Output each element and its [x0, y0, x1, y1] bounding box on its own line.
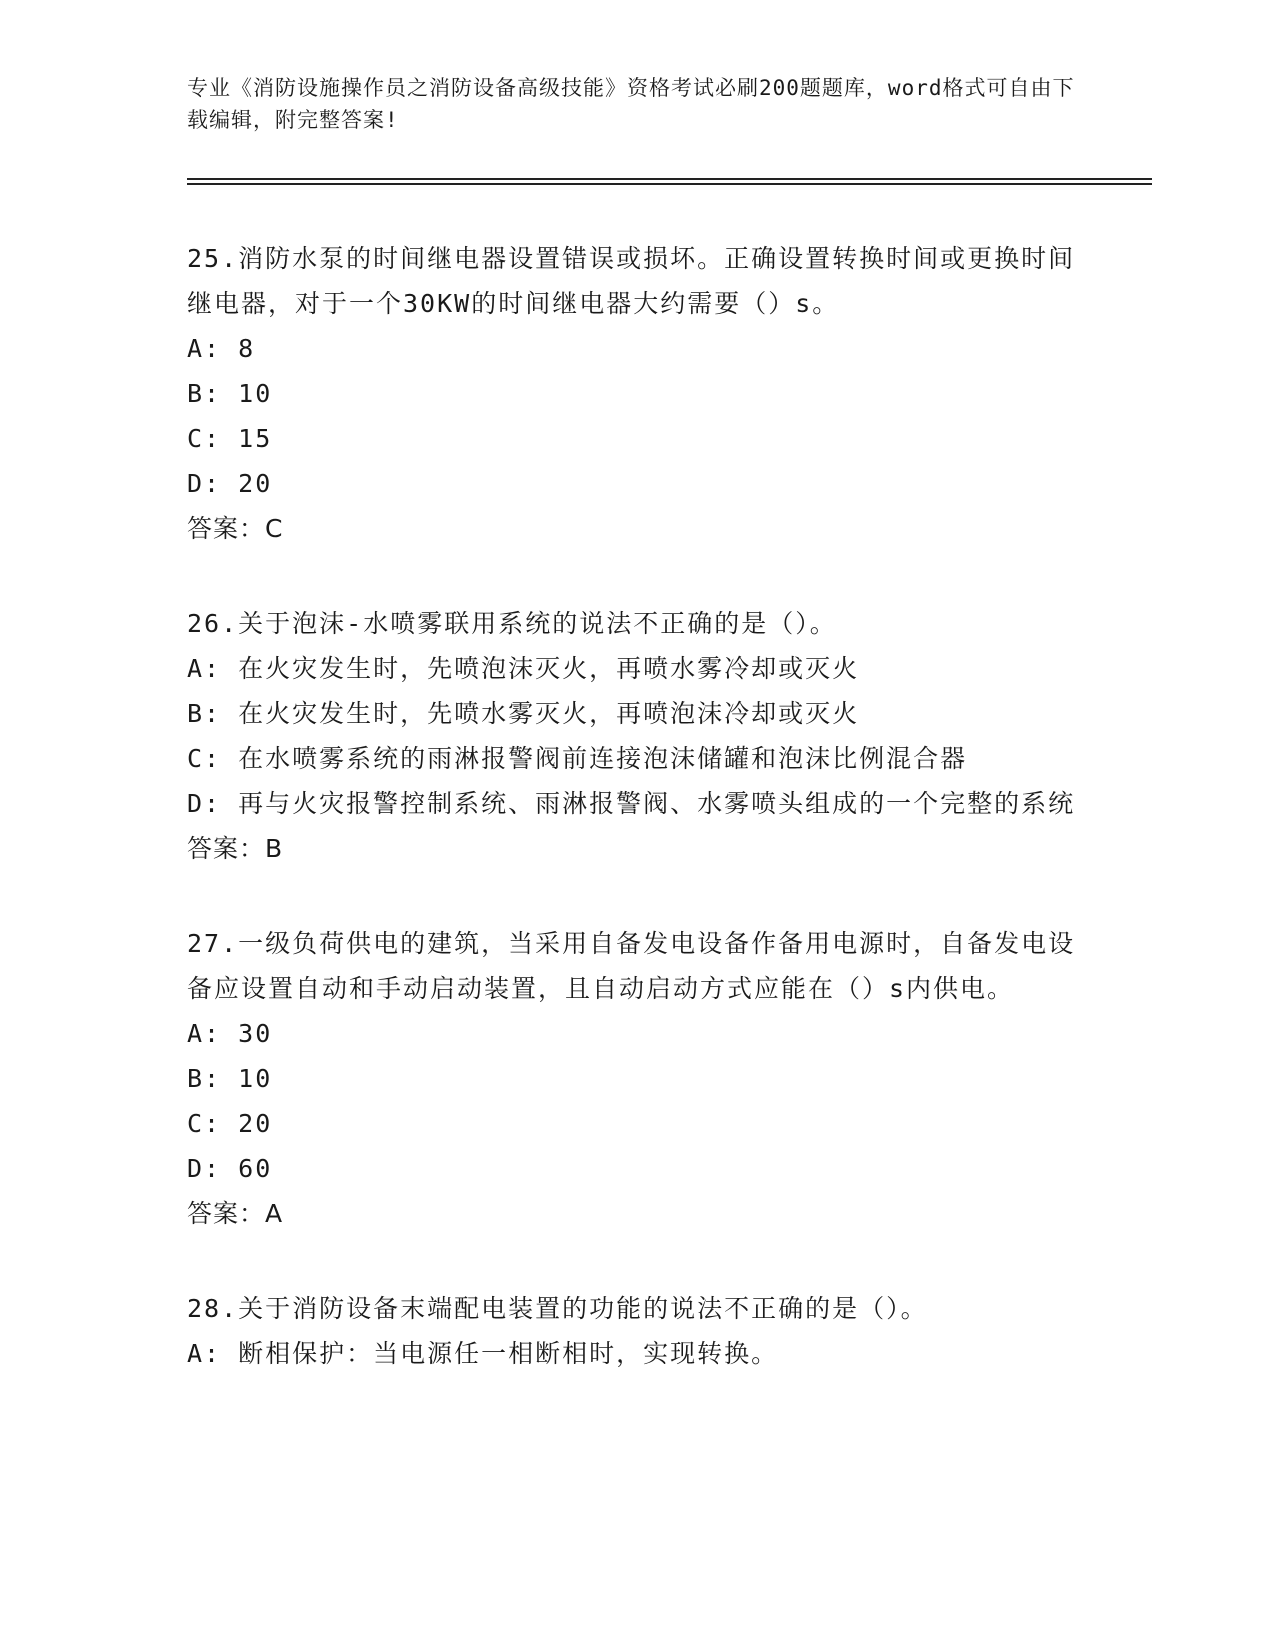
- question-stem: 26.关于泡沫-水喷雾联用系统的说法不正确的是（）。: [187, 609, 837, 638]
- option-a: A: 30: [187, 1019, 273, 1048]
- option-d: D: 再与火灾报警控制系统、雨淋报警阀、水雾喷头组成的一个完整的系统: [187, 789, 1076, 818]
- question-stem: 27.一级负荷供电的建筑，当采用自备发电设备作备用电源时，自备发电设备应设置自动和手动启动装置，且自动启动方式应能在（）s内供电。: [187, 929, 1076, 1003]
- answer-line: 答案：B: [187, 834, 284, 863]
- option-c: C: 20: [187, 1109, 273, 1138]
- option-a: A: 在火灾发生时，先喷泡沫灭火，再喷水雾冷却或灭火: [187, 654, 860, 683]
- option-b: B: 10: [187, 1064, 273, 1093]
- option-a: A: 8: [187, 334, 256, 363]
- option-c: C: 在水喷雾系统的雨淋报警阀前连接泡沫储罐和泡沫比例混合器: [187, 744, 968, 773]
- question-list: [187, 236, 1087, 1426]
- option-d: D: 20: [187, 469, 273, 498]
- question-27: [187, 921, 1087, 1236]
- option-a: A: 断相保护：当电源任一相断相时，实现转换。: [187, 1339, 779, 1368]
- option-c: C: 15: [187, 424, 273, 453]
- answer-line: 答案：A: [187, 1199, 284, 1228]
- header-divider-bottom: [187, 183, 1152, 185]
- question-28: [187, 1286, 1087, 1376]
- document-intro: 专业《消防设施操作员之消防设备高级技能》资格考试必刷200题题库，word格式可自由下载编辑，附完整答案!: [187, 76, 1075, 132]
- option-b: B: 在火灾发生时，先喷水雾灭火，再喷泡沫冷却或灭火: [187, 699, 860, 728]
- header-divider-top: [187, 178, 1152, 180]
- option-b: B: 10: [187, 379, 273, 408]
- question-stem: 28.关于消防设备末端配电装置的功能的说法不正确的是（）。: [187, 1294, 928, 1323]
- question-25: [187, 236, 1087, 551]
- question-stem: 25.消防水泵的时间继电器设置错误或损坏。正确设置转换时间或更换时间继电器，对于一个30KW的时间继电器大约需要（）s。: [187, 244, 1076, 318]
- answer-line: 答案：C: [187, 514, 284, 543]
- option-d: D: 60: [187, 1154, 273, 1183]
- question-26: [187, 601, 1087, 871]
